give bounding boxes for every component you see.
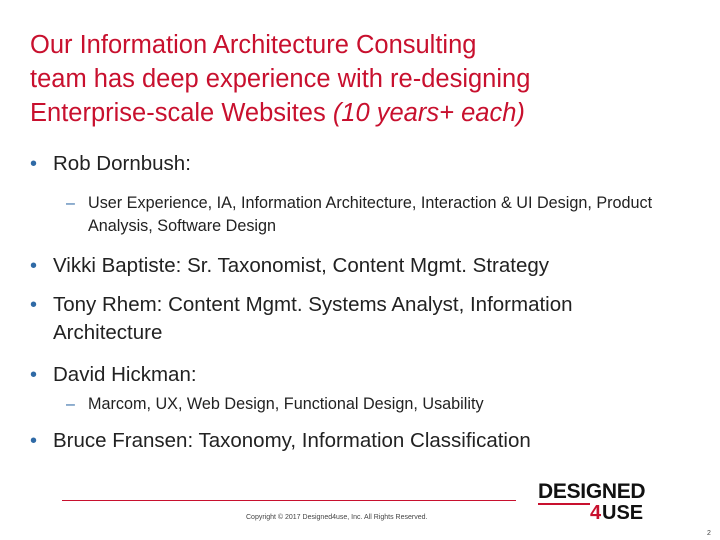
bullet-text: Bruce Fransen: Taxonomy, Information Classification [53, 429, 531, 452]
bullet-text: David Hickman: [53, 363, 197, 386]
title-line-3 [30, 96, 690, 130]
dash-icon: – [66, 195, 75, 212]
footer-divider [62, 500, 516, 501]
logo-bottom-text: USE [602, 502, 644, 524]
bullet-text: Rob Dornbush: [53, 152, 191, 175]
logo-top-text: DESIGNED [538, 480, 646, 503]
bullet-icon: • [30, 430, 38, 452]
title-line-3-italic: (10 years+ each) [332, 99, 525, 127]
bullet-icon: • [30, 364, 38, 386]
logo-number: 4 [590, 502, 602, 524]
bullet-text: Tony Rhem: Content Mgmt. Systems Analyst, Information Architecture [53, 293, 573, 344]
title-line-3-plain: Enterprise-scale Websites [30, 99, 333, 127]
page-number: 2 [707, 530, 711, 537]
subbullet-text: User Experience, IA, Information Architecture, Interaction & UI Design, Product Analysis, Software Design [88, 194, 653, 235]
logo-red-bar [538, 503, 590, 505]
slide-title [30, 28, 690, 130]
bullet-icon: • [30, 153, 38, 175]
title-line-2: team has deep experience with re-designing [30, 65, 531, 93]
dash-icon: – [66, 396, 75, 413]
bullet-icon: • [30, 255, 38, 277]
bullet-text: Vikki Baptiste: Sr. Taxonomist, Content Mgmt. Strategy [53, 254, 550, 277]
bullet-icon: • [30, 294, 38, 316]
title-line-1: Our Information Architecture Consulting [30, 31, 477, 59]
designed4use-logo [538, 481, 674, 523]
copyright-text: Copyright © 2017 Designed4use, Inc. All Rights Reserved. [246, 514, 428, 521]
subbullet-text: Marcom, UX, Web Design, Functional Design, Usability [88, 395, 484, 413]
